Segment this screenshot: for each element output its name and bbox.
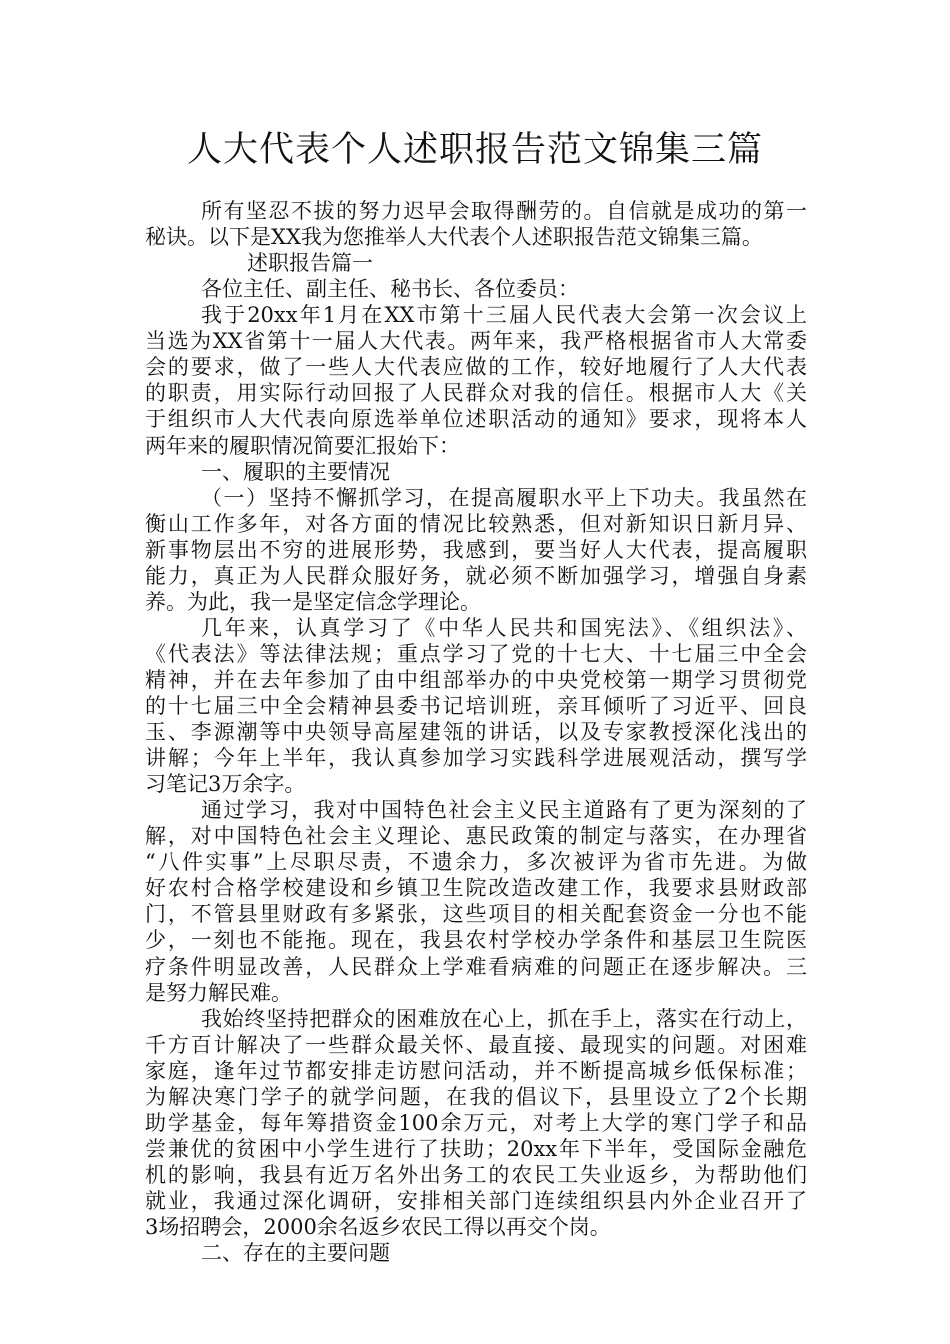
body-line: 《代表法》等法律法规；重点学习了党的十七大、十七届三中全会	[145, 641, 807, 666]
body-line: 解，对中国特色社会主义理论、惠民政策的制定与落实，在办理省	[145, 824, 807, 849]
body-line: 精神，并在去年参加了由中组部举办的中央党校第一期学习贯彻党	[145, 667, 807, 692]
body-line: 衡山工作多年，对各方面的情况比较熟悉，但对新知识日新月异、	[145, 511, 807, 536]
body-line: 的十七届三中全会精神县委书记培训班，亲耳倾听了习近平、回良	[145, 694, 807, 718]
body-line: 就业，我通过深化调研，安排相关部门连续组织县内外企业召开了	[145, 1188, 807, 1213]
body-line: 助学基金，每年筹措资金100余万元，对考上大学的寒门学子和品	[145, 1110, 807, 1135]
body-line: 所有坚忍不拔的努力迟早会取得酬劳的。自信就是成功的第一	[201, 199, 807, 223]
body-line: 玉、李源潮等中央领导高屋建瓴的讲话，以及专家教授深化浅出的	[145, 720, 807, 744]
body-line: 于组织市人大代表向原选举单位述职活动的通知》要求，现将本人	[145, 407, 807, 432]
body-line: 会的要求，做了一些人大代表应做的工作，较好地履行了人大代表	[145, 355, 807, 380]
body-line: 养。为此，我一是坚定信念学理论。	[145, 589, 481, 614]
body-line: 各位主任、副主任、秘书长、各位委员：	[201, 277, 579, 302]
body-line: 家庭，逢年过节都安排走访慰问活动，并不断提高城乡低保标准；	[145, 1058, 807, 1083]
body-line: 通过学习，我对中国特色社会主义民主道路有了更为深刻的了	[201, 798, 807, 823]
body-line: 疗条件明显改善，人民群众上学难看病难的问题正在逐步解决。三	[145, 954, 807, 979]
body-line: 我始终坚持把群众的困难放在心上，抓在手上，落实在行动上，	[201, 1006, 807, 1031]
body-line: 少，一刻也不能拖。现在，我县农村学校办学条件和基层卫生院医	[145, 928, 807, 953]
body-line: 两年来的履职情况简要汇报始下：	[145, 433, 460, 458]
body-line: 我于20xx年1月在XX市第十三届人民代表大会第一次会议上	[201, 303, 807, 328]
body-line: 新事物层出不穷的进展形势，我感到，要当好人大代表，提高履职	[145, 537, 807, 562]
body-line: 是努力解民难。	[145, 980, 292, 1005]
body-line: 述职报告篇一	[247, 251, 373, 276]
body-line: 机的影响，我县有近万名外出务工的农民工失业返乡，为帮助他们	[145, 1162, 807, 1187]
body-line: 秘诀。以下是XX我为您推举人大代表个人述职报告范文锦集三篇。	[145, 225, 763, 250]
body-line: （一）坚持不懈抓学习，在提高履职水平上下功夫。我虽然在	[201, 485, 807, 510]
body-line: 能力，真正为人民群众服好务，就必须不断加强学习，增强自身素	[145, 563, 807, 588]
body-line: “八件实事”上尽职尽责，不遗余力，多次被评为省市先进。为做	[145, 850, 807, 875]
body-line: 的职责，用实际行动回报了人民群众对我的信任。根据市人大《关	[145, 381, 807, 406]
body-line: 尝兼优的贫困中小学生进行了扶助；20xx年下半年，受国际金融危	[145, 1136, 807, 1161]
body-line: 一、履职的主要情况	[201, 459, 390, 484]
body-line: 千方百计解决了一些群众最关怀、最直接、最现实的问题。对困难	[145, 1032, 807, 1057]
body-line: 为解决寒门学子的就学问题，在我的倡议下，县里设立了2个长期	[145, 1084, 807, 1109]
body-line: 几年来，认真学习了《中华人民共和国宪法》、《组织法》、	[201, 615, 807, 640]
body-line: 好农村合格学校建设和乡镇卫生院改造改建工作，我要求县财政部	[145, 876, 807, 901]
body-line: 门，不管县里财政有多紧张，这些项目的相关配套资金一分也不能	[145, 902, 807, 927]
body-line: 习笔记3万余字。	[145, 772, 306, 797]
body-line: 当选为XX省第十一届人大代表。两年来，我严格根据省市人大常委	[145, 329, 807, 354]
body-line: 3场招聘会，2000余名返乡农民工得以再交个岗。	[145, 1215, 611, 1239]
body-line: 讲解；今年上半年，我认真参加学习实践科学进展观活动，撰写学	[145, 746, 807, 771]
body-line: 二、存在的主要问题	[201, 1241, 390, 1265]
document-title: 人大代表个人述职报告范文锦集三篇	[186, 130, 763, 170]
